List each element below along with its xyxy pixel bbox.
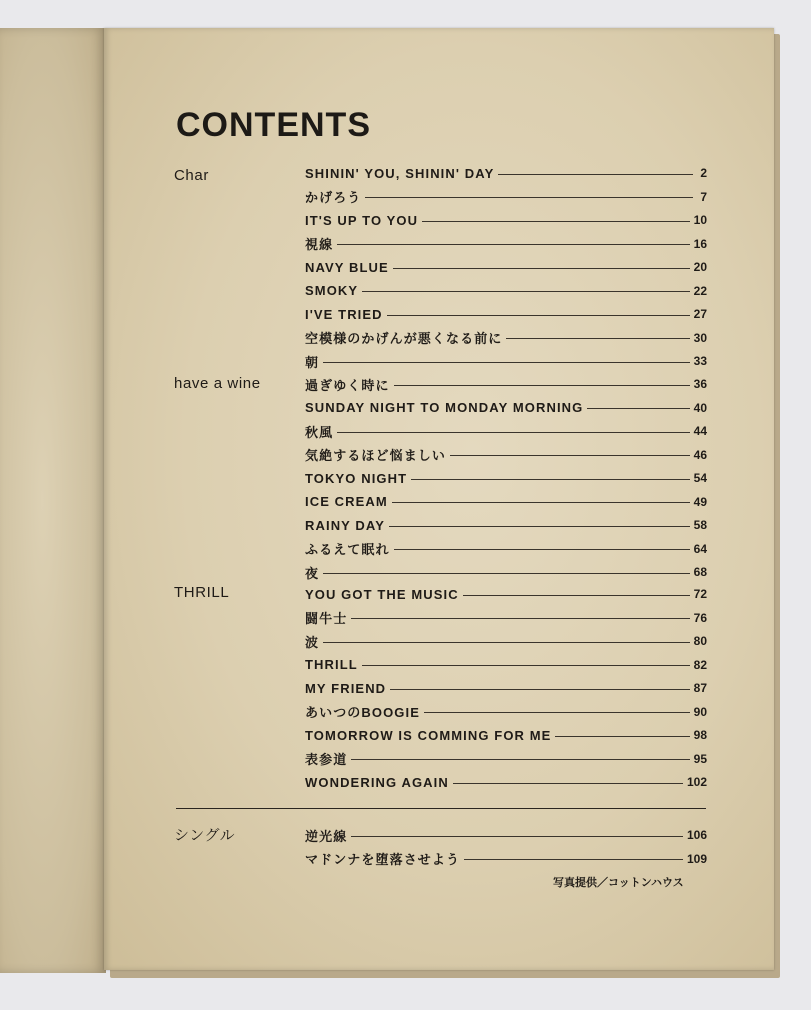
entry-page-number: 58 — [693, 518, 707, 532]
entry-title: RAINY DAY — [305, 517, 385, 533]
entry-title: 気絶するほど悩ましい — [305, 448, 447, 463]
group-label: have a wine — [174, 375, 261, 392]
entry-page-number: 64 — [693, 541, 707, 556]
leader-line — [387, 315, 690, 316]
entry-title: IT'S UP TO YOU — [305, 212, 419, 228]
entry-page-number: 30 — [693, 330, 707, 345]
toc-entry — [305, 656, 707, 674]
entry-page-number: 27 — [693, 307, 707, 321]
section-divider — [176, 808, 706, 809]
entry-title: 波 — [305, 634, 320, 650]
page-title: CONTENTS — [176, 106, 371, 144]
leader-line — [362, 291, 689, 292]
entry-page-number: 2 — [700, 166, 707, 180]
leader-line — [323, 573, 690, 574]
toc-entry — [305, 399, 707, 417]
entry-page-number: 82 — [693, 657, 707, 672]
entry-title: TOKYO NIGHT — [305, 470, 408, 486]
entry-page-number: 87 — [693, 681, 707, 695]
toc-entry — [305, 632, 707, 650]
leader-line — [393, 268, 690, 269]
leader-line — [351, 618, 689, 619]
leader-line — [323, 362, 690, 363]
toc-entry — [305, 375, 707, 393]
entry-page-number: 49 — [693, 494, 707, 509]
leader-line — [450, 455, 690, 456]
toc-entry — [305, 422, 707, 440]
group-label: Char — [174, 167, 209, 184]
entry-title: 闘牛士 — [305, 611, 348, 626]
entry-page-number: 76 — [693, 610, 707, 625]
toc-entry — [305, 585, 707, 603]
toc-entry — [305, 750, 707, 768]
entry-title: かげろう — [305, 190, 362, 205]
leader-line — [506, 338, 689, 339]
entry-page-number: 22 — [693, 283, 707, 298]
leader-line — [337, 432, 689, 433]
entry-page-number: 102 — [686, 775, 707, 789]
leader-line — [587, 408, 689, 409]
toc-entry — [305, 703, 707, 721]
leader-line — [394, 549, 690, 550]
entry-page-number: 72 — [693, 587, 707, 601]
entry-page-number: 109 — [686, 851, 707, 866]
toc-entry — [305, 188, 707, 206]
leader-line — [394, 385, 690, 386]
entry-title: SUNDAY NIGHT TO MONDAY MORNING — [305, 400, 584, 415]
entry-page-number: 44 — [693, 424, 707, 438]
toc-entry — [305, 164, 707, 182]
toc-entry — [305, 773, 707, 791]
entry-title: 視線 — [305, 237, 334, 252]
toc-entry — [305, 516, 707, 534]
leader-line — [389, 526, 690, 527]
entry-page-number: 106 — [686, 828, 707, 842]
entry-page-number: 16 — [693, 236, 707, 251]
leader-line — [351, 836, 683, 837]
toc-entry — [305, 726, 707, 744]
leader-line — [392, 502, 690, 503]
leader-line — [463, 595, 690, 596]
left-page — [0, 28, 106, 973]
leader-line — [464, 859, 683, 860]
leader-line — [422, 221, 690, 222]
leader-line — [365, 197, 693, 198]
entry-title: 過ぎゆく時に — [305, 377, 390, 393]
photo-credit: 写真提供／コットンハウス — [553, 876, 684, 889]
entry-title: MY FRIEND — [305, 680, 387, 696]
entry-title: THRILL — [305, 657, 358, 672]
entry-page-number: 68 — [693, 565, 707, 579]
leader-line — [390, 689, 689, 690]
entry-title: WONDERING AGAIN — [305, 774, 449, 790]
entry-page-number: 36 — [693, 377, 707, 391]
toc-entry — [305, 493, 707, 511]
entry-title: 表参道 — [305, 752, 348, 767]
toc-entry — [305, 258, 707, 276]
leader-line — [498, 174, 693, 175]
entry-page-number: 40 — [693, 400, 707, 415]
toc-entry — [305, 282, 707, 300]
entry-page-number: 95 — [693, 751, 707, 766]
entry-title: ICE CREAM — [305, 494, 388, 509]
toc-entry — [305, 469, 707, 487]
toc-entry — [305, 609, 707, 627]
toc-entry — [305, 305, 707, 323]
leader-line — [453, 783, 683, 784]
entry-title: 朝 — [305, 354, 320, 370]
leader-line — [424, 712, 690, 713]
toc-entry — [305, 329, 707, 347]
entry-title: 空模様のかげんが悪くなる前に — [305, 331, 503, 346]
leader-line — [411, 479, 689, 480]
toc-entry — [305, 679, 707, 697]
group-label: THRILL — [174, 584, 230, 601]
leader-line — [555, 736, 689, 737]
group-label: シングル — [174, 827, 236, 844]
entry-title: マドンナを堕落させよう — [305, 852, 461, 867]
entry-title: ふるえて眠れ — [305, 542, 390, 557]
toc-entry — [305, 563, 707, 581]
entry-page-number: 90 — [693, 704, 707, 719]
entry-title: YOU GOT THE MUSIC — [305, 586, 459, 602]
entry-title: SHININ' YOU, SHININ' DAY — [305, 165, 495, 181]
toc-entry — [305, 826, 707, 844]
entry-title: 逆光線 — [305, 828, 348, 844]
entry-page-number: 80 — [693, 634, 707, 648]
entry-title: 夜 — [305, 565, 320, 581]
entry-title: TOMORROW IS COMMING FOR ME — [305, 727, 552, 743]
leader-line — [337, 244, 689, 245]
entry-title: 秋風 — [305, 424, 334, 440]
toc-entry — [305, 540, 707, 558]
toc-entry — [305, 850, 707, 868]
entry-page-number: 7 — [700, 189, 707, 204]
entry-title: NAVY BLUE — [305, 259, 389, 275]
entry-page-number: 54 — [693, 471, 707, 485]
entry-title: あいつのBOOGIE — [305, 705, 421, 720]
toc-entry — [305, 352, 707, 370]
leader-line — [351, 759, 689, 760]
leader-line — [362, 665, 690, 666]
entry-page-number: 33 — [693, 354, 707, 368]
toc-entry — [305, 211, 707, 229]
entry-page-number: 10 — [693, 213, 707, 227]
entry-page-number: 46 — [693, 447, 707, 462]
entry-title: SMOKY — [305, 283, 359, 298]
entry-title: I'VE TRIED — [305, 306, 383, 322]
entry-page-number: 20 — [693, 260, 707, 274]
toc-entry — [305, 235, 707, 253]
leader-line — [323, 642, 690, 643]
toc-entry — [305, 446, 707, 464]
entry-page-number: 98 — [693, 728, 707, 742]
